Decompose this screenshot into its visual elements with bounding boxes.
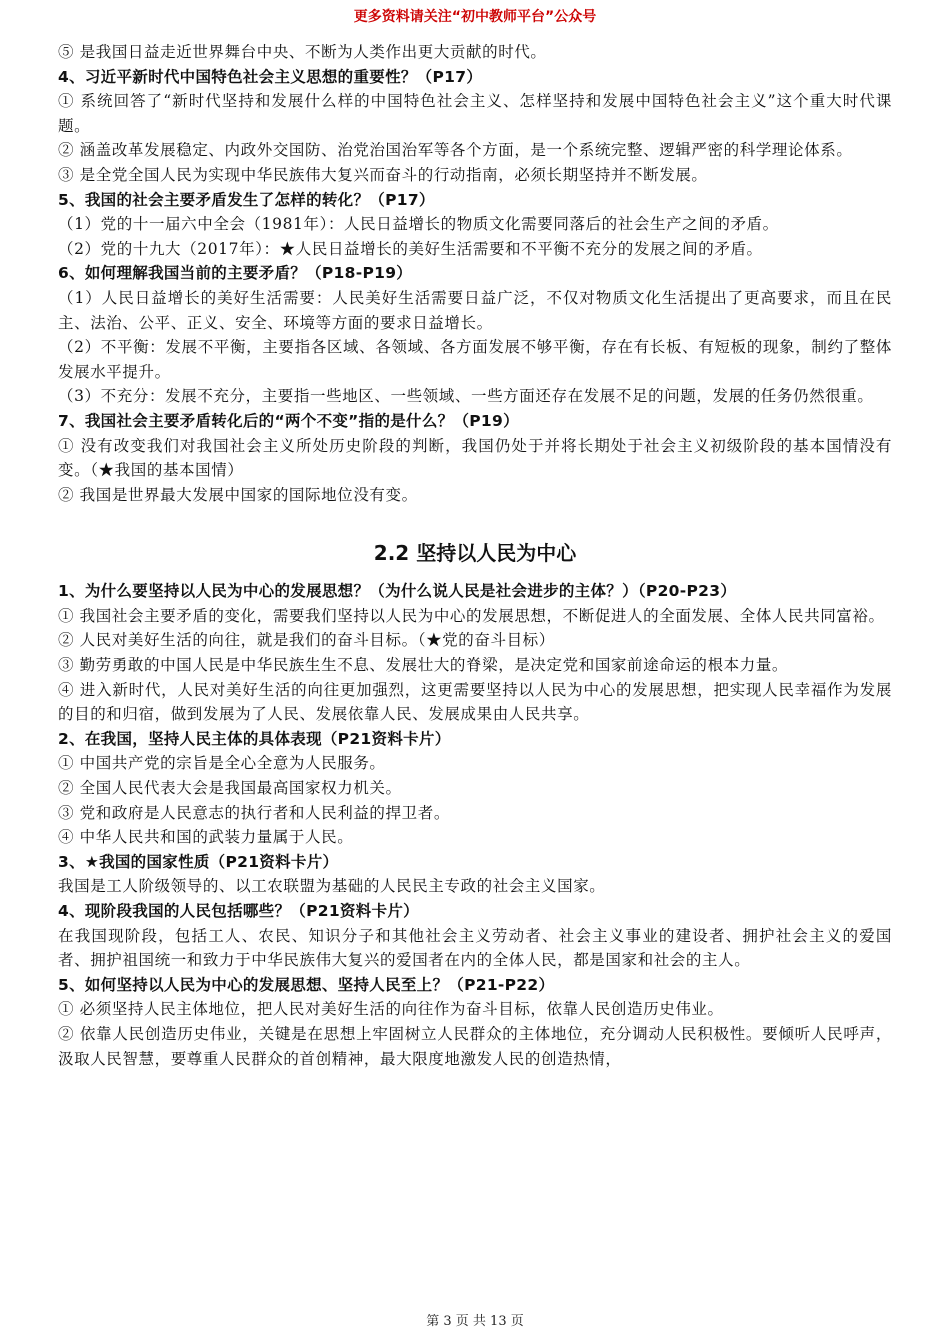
answer-paragraph: ① 系统回答了“新时代坚持和发展什么样的中国特色社会主义、怎样坚持和发展中国特色社会主义”这个重大时代课题。: [58, 92, 892, 135]
question-heading: 7、我国社会主要矛盾转化后的“两个不变”指的是什么？（P19）: [58, 411, 519, 430]
answer-paragraph: ② 依靠人民创造历史伟业，关键是在思想上牢固树立人民群众的主体地位，充分调动人民积极性。要倾听人民呼声，汲取人民智慧，要尊重人民群众的首创精神，最大限度地激发人民的创造热情，: [58, 1024, 892, 1068]
section-2-2: [58, 579, 892, 1071]
answer-paragraph: ③ 是全党全国人民为实现中华民族伟大复兴而奋斗的行动指南，必须长期坚持并不断发展。: [58, 165, 708, 184]
answer-paragraph: 我国是工人阶级领导的、以工农联盟为基础的人民民主专政的社会主义国家。: [58, 877, 606, 896]
question-heading: 1、为什么要坚持以人民为中心的发展思想？（为什么说人民是社会进步的主体？）（P20-P23）: [58, 582, 737, 601]
answer-paragraph: ③ 党和政府是人民意志的执行者和人民利益的捍卫者。: [58, 803, 450, 822]
question-heading: 5、我国的社会主要矛盾发生了怎样的转化？（P17）: [58, 190, 435, 209]
answer-paragraph: ④ 进入新时代，人民对美好生活的向往更加强烈，这更需要坚持以人民为中心的发展思想，把实现人民幸福作为发展的目的和归宿，做到发展为了人民、发展依靠人民、发展成果由人民共享。: [58, 680, 892, 724]
answer-paragraph: ① 没有改变我们对我国社会主义所处历史阶段的判断，我国仍处于并将长期处于社会主义初级阶段的基本国情没有变。（★我国的基本国情）: [58, 436, 892, 480]
answer-paragraph: 在我国现阶段，包括工人、农民、知识分子和其他社会主义劳动者、社会主义事业的建设者、拥护社会主义的爱国者、拥护祖国统一和致力于中华民族伟大复兴的爱国者在内的全体人民，都是国家和社会的主人。: [58, 926, 892, 970]
document-body: [58, 40, 892, 1071]
answer-paragraph: （1）党的十一届六中全会（1981年）：人民日益增长的物质文化需要同落后的社会生产之间的矛盾。: [58, 215, 779, 234]
answer-paragraph: ④ 中华人民共和国的武装力量属于人民。: [58, 828, 354, 847]
answer-paragraph: ⑤ 是我国日益走近世界舞台中央、不断为人类作出更大贡献的时代。: [58, 43, 547, 61]
answer-paragraph: ② 涵盖改革发展稳定、内政外交国防、治党治国治军等各个方面，是一个系统完整、逻辑严密的科学理论体系。: [58, 141, 853, 160]
question-heading: 6、如何理解我国当前的主要矛盾？（P18-P19）: [58, 264, 413, 283]
question-heading: 2、在我国，坚持人民主体的具体表现（P21资料卡片）: [58, 729, 451, 748]
answer-paragraph: （3）不充分：发展不充分，主要指一些地区、一些领域、一些方面还存在发展不足的问题，发展的任务仍然很重。: [58, 387, 874, 406]
section-2-1-continued: [58, 40, 892, 507]
answer-paragraph: ② 全国人民代表大会是我国最高国家权力机关。: [58, 779, 402, 798]
question-heading: 3、★我国的国家性质（P21资料卡片）: [58, 852, 339, 871]
page-footer: 第 3 页 共 13 页: [426, 1314, 524, 1329]
answer-paragraph: ③ 勤劳勇敢的中国人民是中华民族生生不息、发展壮大的脊梁，是决定党和国家前途命运的根本力量。: [58, 656, 789, 675]
answer-paragraph: （1）人民日益增长的美好生活需要：人民美好生活需要日益广泛，不仅对物质文化生活提出了更高要求，而且在民主、法治、公平、正义、安全、环境等方面的要求日益增长。: [58, 288, 892, 332]
question-heading: 4、现阶段我国的人民包括哪些？（P21资料卡片）: [58, 902, 419, 920]
answer-paragraph: （2）不平衡：发展不平衡，主要指各区域、各领域、各方面发展不够平衡，存在有长板、有短板的现象，制约了整体发展水平提升。: [58, 338, 892, 381]
section-title: 2.2 坚持以人民为中心: [373, 541, 577, 566]
answer-paragraph: ② 人民对美好生活的向往，就是我们的奋斗目标。（★党的奋斗目标）: [58, 631, 555, 650]
answer-paragraph: ① 必须坚持人民主体地位，把人民对美好生活的向往作为奋斗目标，依靠人民创造历史伟业。: [58, 1000, 724, 1019]
question-heading: 4、习近平新时代中国特色社会主义思想的重要性？（P17）: [58, 67, 483, 86]
answer-paragraph: ② 我国是世界最大发展中国家的国际地位没有变。: [58, 485, 418, 504]
answer-paragraph: ① 我国社会主要矛盾的变化，需要我们坚持以人民为中心的发展思想，不断促进人的全面发展、全体人民共同富裕。: [58, 606, 885, 625]
question-heading: 5、如何坚持以人民为中心的发展思想、坚持人民至上？（P21-P22）: [58, 975, 555, 994]
answer-paragraph: ① 中国共产党的宗旨是全心全意为人民服务。: [58, 754, 386, 773]
answer-paragraph: （2）党的十九大（2017年）：★人民日益增长的美好生活需要和不平衡不充分的发展之间的矛盾。: [58, 239, 763, 258]
page-header: 更多资料请关注“初中教师平台”公众号: [353, 9, 597, 25]
